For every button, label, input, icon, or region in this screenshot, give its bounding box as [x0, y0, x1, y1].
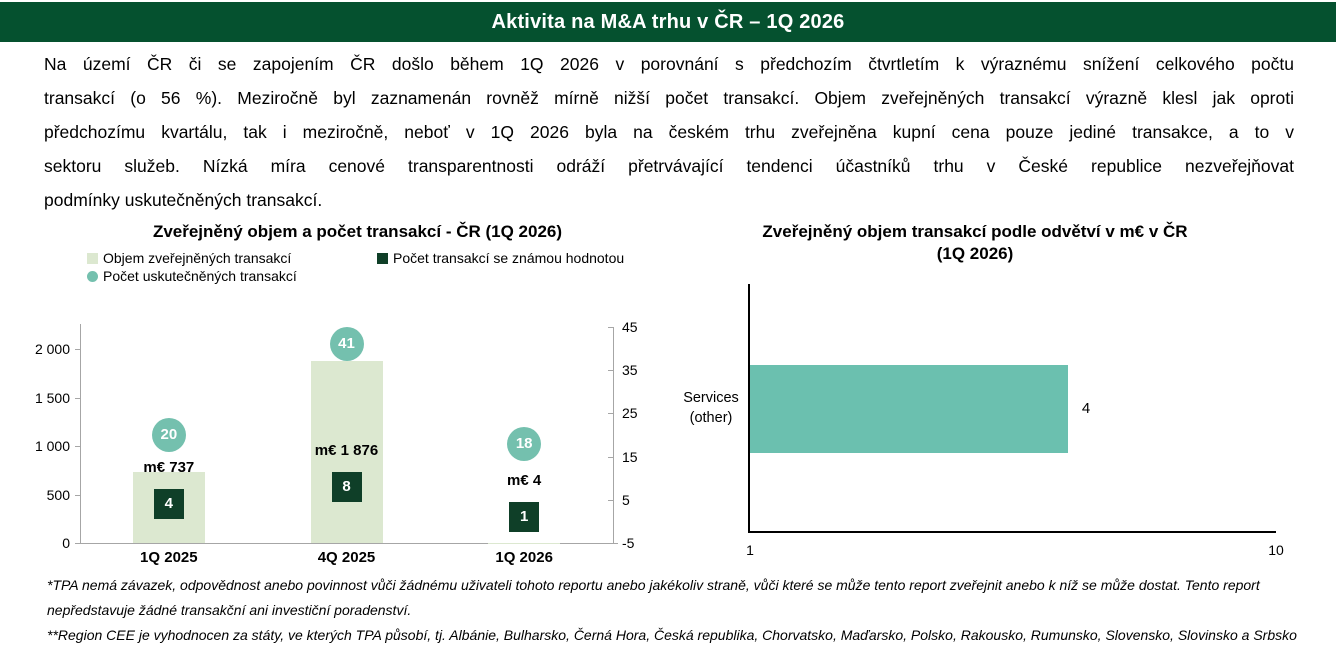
- right-axis-tick: [608, 413, 613, 414]
- right-axis-tick-label: 45: [622, 319, 638, 335]
- sector-category-label: [671, 388, 751, 428]
- left-axis-tick: [75, 398, 80, 399]
- sector-category-line1: Services: [683, 390, 739, 406]
- left-axis-tick: [75, 349, 80, 350]
- sector-bar: [750, 365, 1068, 453]
- category-label: 1Q 2026: [495, 549, 553, 566]
- header-bar: [0, 2, 1336, 42]
- deal-count-legend-swatch-icon: [87, 271, 98, 282]
- legend-label: Objem zveřejněných transakcí: [103, 250, 292, 266]
- x-axis-tick-label: 1: [746, 542, 754, 558]
- known-value-marker: 4: [154, 489, 184, 519]
- legend-item-volume: [87, 250, 291, 266]
- sector-chart-plot: [746, 284, 1284, 558]
- left-axis-line: [80, 324, 81, 543]
- right-axis-line: [613, 327, 614, 543]
- right-axis-tick-label: 15: [622, 448, 638, 465]
- footnote-line: *TPA nemá závazek, odpovědnost anebo povinnost vůči žádnému uživateli tohoto reportu anebo jakékoliv straně, vůči které se může tento report zveřejnit anebo k níž se může dostat. Tento report: [47, 577, 1260, 593]
- intro-line: předchozímu kvartálu, tak i meziročně, neboť v 1Q 2026 byla na českém trhu zveřejněna kupní cena pouze jediné transakce, a to v: [44, 122, 1294, 142]
- intro-line: Na území ČR či se zapojením ČR došlo během 1Q 2026 v porovnání s předchozím čtvrtletím k výraznému snížení celkového počtu: [44, 54, 1294, 74]
- volume-legend-swatch-icon: [87, 253, 98, 264]
- left-axis-tick-label: 2 000: [34, 341, 70, 357]
- left-axis-tick: [75, 446, 80, 447]
- right-axis-tick: [608, 457, 613, 458]
- footnote-line: **Region CEE je vyhodnocen za státy, ve kterých TPA působí, tj. Albánie, Bulharsko, Černá Hora, Česká republika, Chorvatsko, Maďarsko, Polsko, Rakousko, Rumunsko, Slovensko, Slovinsko a Srbsko: [47, 627, 1297, 643]
- right-axis-tick-label: -5: [622, 535, 635, 551]
- category-label: 4Q 2025: [317, 549, 376, 566]
- volume-data-label: m€ 737: [143, 459, 195, 477]
- sector-data-label: 4: [1081, 400, 1091, 417]
- volume-data-label: m€ 1 876: [314, 441, 379, 459]
- combo-chart-plot: [34, 319, 638, 566]
- sector-chart-title-line1: Zveřejněný objem transakcí podle odvětví v m€ v ČR: [762, 222, 1188, 241]
- intro-line: podmínky uskutečněných transakcí.: [44, 190, 323, 210]
- right-axis-tick: [608, 370, 613, 371]
- page-title: Aktivita na M&A trhu v ČR – 1Q 2026: [491, 10, 845, 33]
- sector-chart-title-line2: (1Q 2026): [936, 244, 1014, 263]
- legend-label: Počet uskutečněných transakcí: [103, 268, 297, 284]
- intro-paragraph: [44, 47, 1294, 217]
- left-axis-tick-label: 1 500: [34, 389, 70, 406]
- right-axis-tick-label: 25: [622, 405, 638, 422]
- right-axis-tick-label: 5: [622, 491, 630, 508]
- legend-item-known-value: [377, 250, 624, 266]
- known-value-marker: 1: [509, 502, 539, 532]
- deal-count-marker: 20: [152, 418, 186, 452]
- x-axis-line: [80, 543, 618, 544]
- sector-chart-title: [690, 221, 1260, 265]
- intro-line: transakcí (o 56 %). Meziročně byl zaznamenán rovněž mírně nižší počet transakcí. Objem zveřejněných transakcí výrazně klesl jak oproti: [44, 88, 1294, 108]
- right-axis-tick: [608, 500, 613, 501]
- combo-chart-title: Zveřejněný objem a počet transakcí - ČR (1Q 2026): [152, 222, 563, 241]
- x-axis-tick-label: 10: [1268, 542, 1284, 558]
- known-value-legend-swatch-icon: [377, 253, 388, 264]
- footnote-line: nepředstavuje žádné transakční ani investiční poradenství.: [47, 602, 412, 618]
- legend-item-deal-count: [87, 268, 297, 284]
- known-value-marker: 8: [332, 472, 362, 502]
- left-axis-tick-label: 0: [62, 535, 70, 551]
- left-axis-tick: [75, 495, 80, 496]
- footnotes: [47, 573, 1333, 648]
- right-axis-tick-label: 35: [622, 362, 638, 379]
- category-label: 1Q 2025: [140, 549, 198, 566]
- volume-data-label: m€ 4: [507, 472, 542, 490]
- legend-label: Počet transakcí se známou hodnotou: [393, 250, 625, 266]
- left-axis-tick-label: 500: [46, 486, 70, 503]
- intro-line: sektoru služeb. Nízká míra cenové transparentnosti odráží přetrvávající tendenci účastníků trhu v České republice nezveřejňovat: [44, 156, 1294, 176]
- sector-category-line2: (other): [689, 410, 733, 426]
- right-axis-tick: [608, 327, 613, 328]
- deal-count-marker: 18: [507, 427, 541, 461]
- left-axis-tick: [75, 543, 80, 544]
- deal-count-marker: 41: [330, 327, 364, 361]
- left-axis-tick-label: 1 000: [34, 438, 70, 454]
- right-axis-tick: [608, 543, 613, 544]
